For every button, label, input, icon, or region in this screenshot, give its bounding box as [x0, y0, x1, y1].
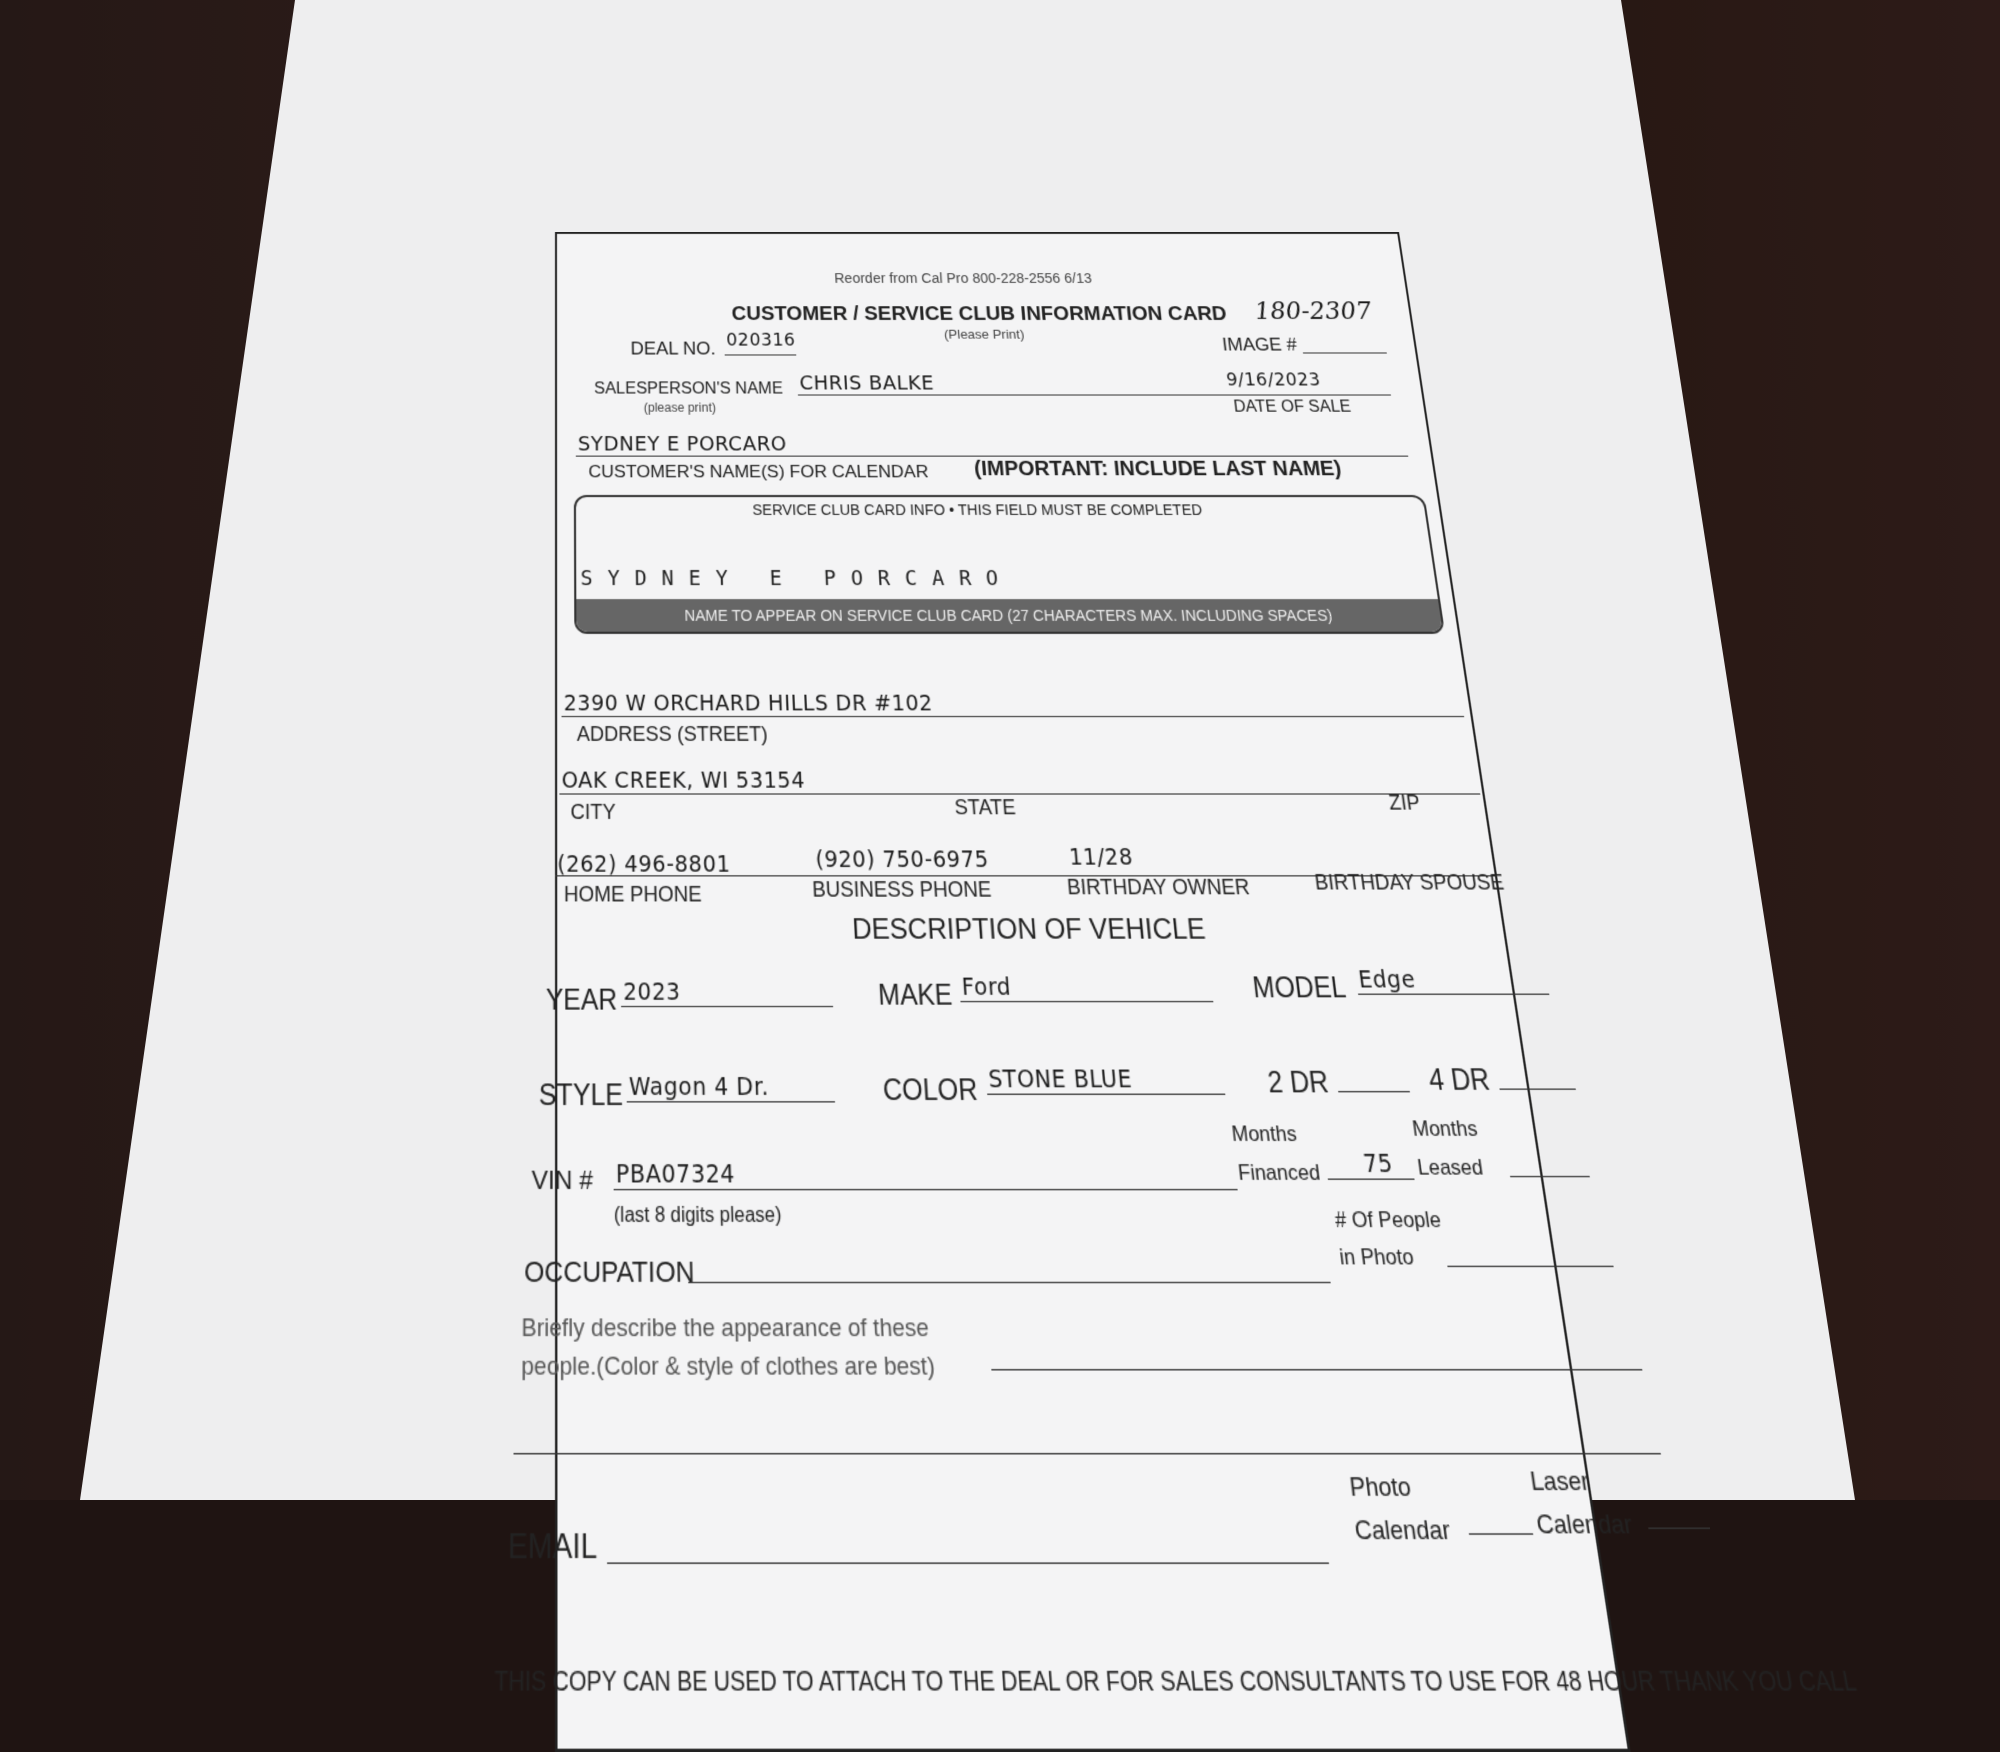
vin-sub-label: (last 8 digits please): [613, 1204, 782, 1228]
make-value[interactable]: Ford: [960, 973, 1013, 1001]
business-phone-label: BUSINESS PHONE: [811, 877, 993, 902]
customer-important-note: (IMPORTANT: INCLUDE LAST NAME): [973, 457, 1343, 481]
describe-line-2: [513, 1453, 1660, 1454]
customer-name-line: [576, 456, 1408, 457]
laser-calendar-top-label: Laser: [1528, 1467, 1592, 1498]
home-phone-value[interactable]: (262) 496-8801: [557, 851, 731, 878]
people-in-photo-label: in Photo: [1337, 1244, 1416, 1270]
color-value[interactable]: STONE BLUE: [987, 1065, 1134, 1094]
style-line: [627, 1101, 835, 1102]
home-phone-label: HOME PHONE: [563, 882, 702, 907]
deal-no-label: DEAL NO.: [630, 338, 716, 359]
image-line: [1303, 352, 1387, 353]
model-value[interactable]: Edge: [1356, 966, 1418, 994]
make-label: MAKE: [877, 978, 954, 1011]
model-line: [1358, 994, 1549, 995]
photo-calendar-label: Calendar: [1353, 1515, 1453, 1547]
state-label: STATE: [953, 795, 1017, 819]
year-line: [621, 1006, 833, 1007]
style-label: STYLE: [538, 1078, 624, 1112]
business-phone-value[interactable]: (920) 750-6975: [814, 846, 990, 873]
deal-no-value[interactable]: 020316: [725, 330, 796, 351]
birthday-owner-value[interactable]: 11/28: [1068, 844, 1135, 871]
photo-calendar-line: [1469, 1533, 1533, 1534]
customer-name-label: CUSTOMER'S NAME(S) FOR CALENDAR: [588, 461, 930, 482]
form-title: CUSTOMER / SERVICE CLUB INFORMATION CARD: [731, 303, 1228, 325]
four-door-label: 4 DR: [1426, 1063, 1492, 1097]
birthday-owner-label: BIRTHDAY OWNER: [1066, 875, 1251, 900]
describe-line-1: [991, 1369, 1642, 1370]
salesperson-line: [798, 395, 1391, 396]
city-label: CITY: [570, 800, 616, 824]
city-value[interactable]: OAK CREEK, WI 53154: [561, 768, 806, 794]
service-club-card-box: [574, 495, 1445, 634]
photo-calendar-top-label: Photo: [1348, 1472, 1413, 1503]
salesperson-sub-label: (please print): [643, 400, 717, 415]
vehicle-description-heading: DESCRIPTION OF VEHICLE: [851, 913, 1207, 946]
describe-label-line-2: people.(Color & style of clothes are best): [521, 1352, 936, 1382]
months-leased-top-label: Months: [1410, 1116, 1479, 1141]
footer-note: THIS COPY CAN BE USED TO ATTACH TO THE DEAL OR FOR SALES CONSULTANTS TO USE FOR 48 HOUR THANK YOU CALL: [494, 1666, 1859, 1697]
handwritten-number: 180-2307: [1253, 297, 1374, 325]
address-value[interactable]: 2390 W ORCHARD HILLS DR #102: [563, 691, 934, 716]
style-value[interactable]: Wagon 4 Dr.: [628, 1073, 770, 1102]
birthday-spouse-label: BIRTHDAY SPOUSE: [1313, 870, 1506, 895]
date-of-sale-label: DATE OF SALE: [1232, 398, 1353, 416]
describe-label-line-1: Briefly describe the appearance of these: [521, 1314, 930, 1343]
color-line: [987, 1094, 1225, 1095]
card-info-label: SERVICE CLUB CARD INFO • THIS FIELD MUST BE COMPLETED: [752, 501, 1203, 519]
please-print-note: (Please Print): [943, 326, 1025, 342]
salesperson-value[interactable]: CHRIS BALKE: [799, 372, 935, 395]
deal-no-line: [725, 354, 797, 355]
reorder-note: Reorder from Cal Pro 800-228-2556 6/13: [833, 270, 1093, 286]
leased-label: Leased: [1415, 1155, 1485, 1180]
make-line: [960, 1001, 1213, 1002]
customer-name-value[interactable]: SYDNEY E PORCARO: [577, 433, 788, 456]
date-of-sale-value[interactable]: 9/16/2023: [1225, 370, 1323, 391]
color-label: COLOR: [882, 1073, 979, 1107]
occupation-label: OCCUPATION: [524, 1255, 695, 1289]
financed-label: Financed: [1236, 1160, 1322, 1186]
financed-line: [1328, 1179, 1415, 1180]
email-label: EMAIL: [507, 1527, 598, 1567]
year-label: YEAR: [545, 983, 618, 1016]
financed-months-value[interactable]: 75: [1361, 1149, 1395, 1179]
zip-label: ZIP: [1387, 791, 1422, 815]
card-name-band: NAME TO APPEAR ON SERVICE CLUB CARD (27 CHARACTERS MAX. INCLUDING SPACES): [576, 599, 1442, 632]
email-line: [607, 1562, 1329, 1563]
model-label: MODEL: [1250, 971, 1348, 1004]
image-label: IMAGE #: [1221, 334, 1299, 355]
vin-line: [614, 1189, 1238, 1190]
months-financed-top-label: Months: [1230, 1121, 1298, 1147]
city-line: [559, 793, 1480, 794]
laser-calendar-label: Calendar: [1534, 1510, 1635, 1541]
address-line: [562, 716, 1465, 717]
laser-calendar-line: [1648, 1528, 1710, 1529]
people-in-photo-top-label: # Of People: [1333, 1207, 1443, 1233]
people-in-photo-line: [1447, 1266, 1613, 1267]
card-name-value[interactable]: SYDNEY E PORCARO: [580, 566, 1014, 591]
leased-line: [1510, 1176, 1590, 1177]
year-value[interactable]: 2023: [623, 978, 681, 1006]
vin-label: VIN #: [531, 1165, 594, 1196]
vin-value[interactable]: PBA07324: [615, 1160, 736, 1189]
address-label: ADDRESS (STREET): [576, 722, 769, 746]
two-door-label: 2 DR: [1266, 1065, 1331, 1099]
salesperson-label: SALESPERSON'S NAME: [594, 380, 784, 398]
two-door-line: [1338, 1091, 1410, 1092]
occupation-line: [688, 1282, 1330, 1283]
four-door-line: [1499, 1089, 1575, 1090]
